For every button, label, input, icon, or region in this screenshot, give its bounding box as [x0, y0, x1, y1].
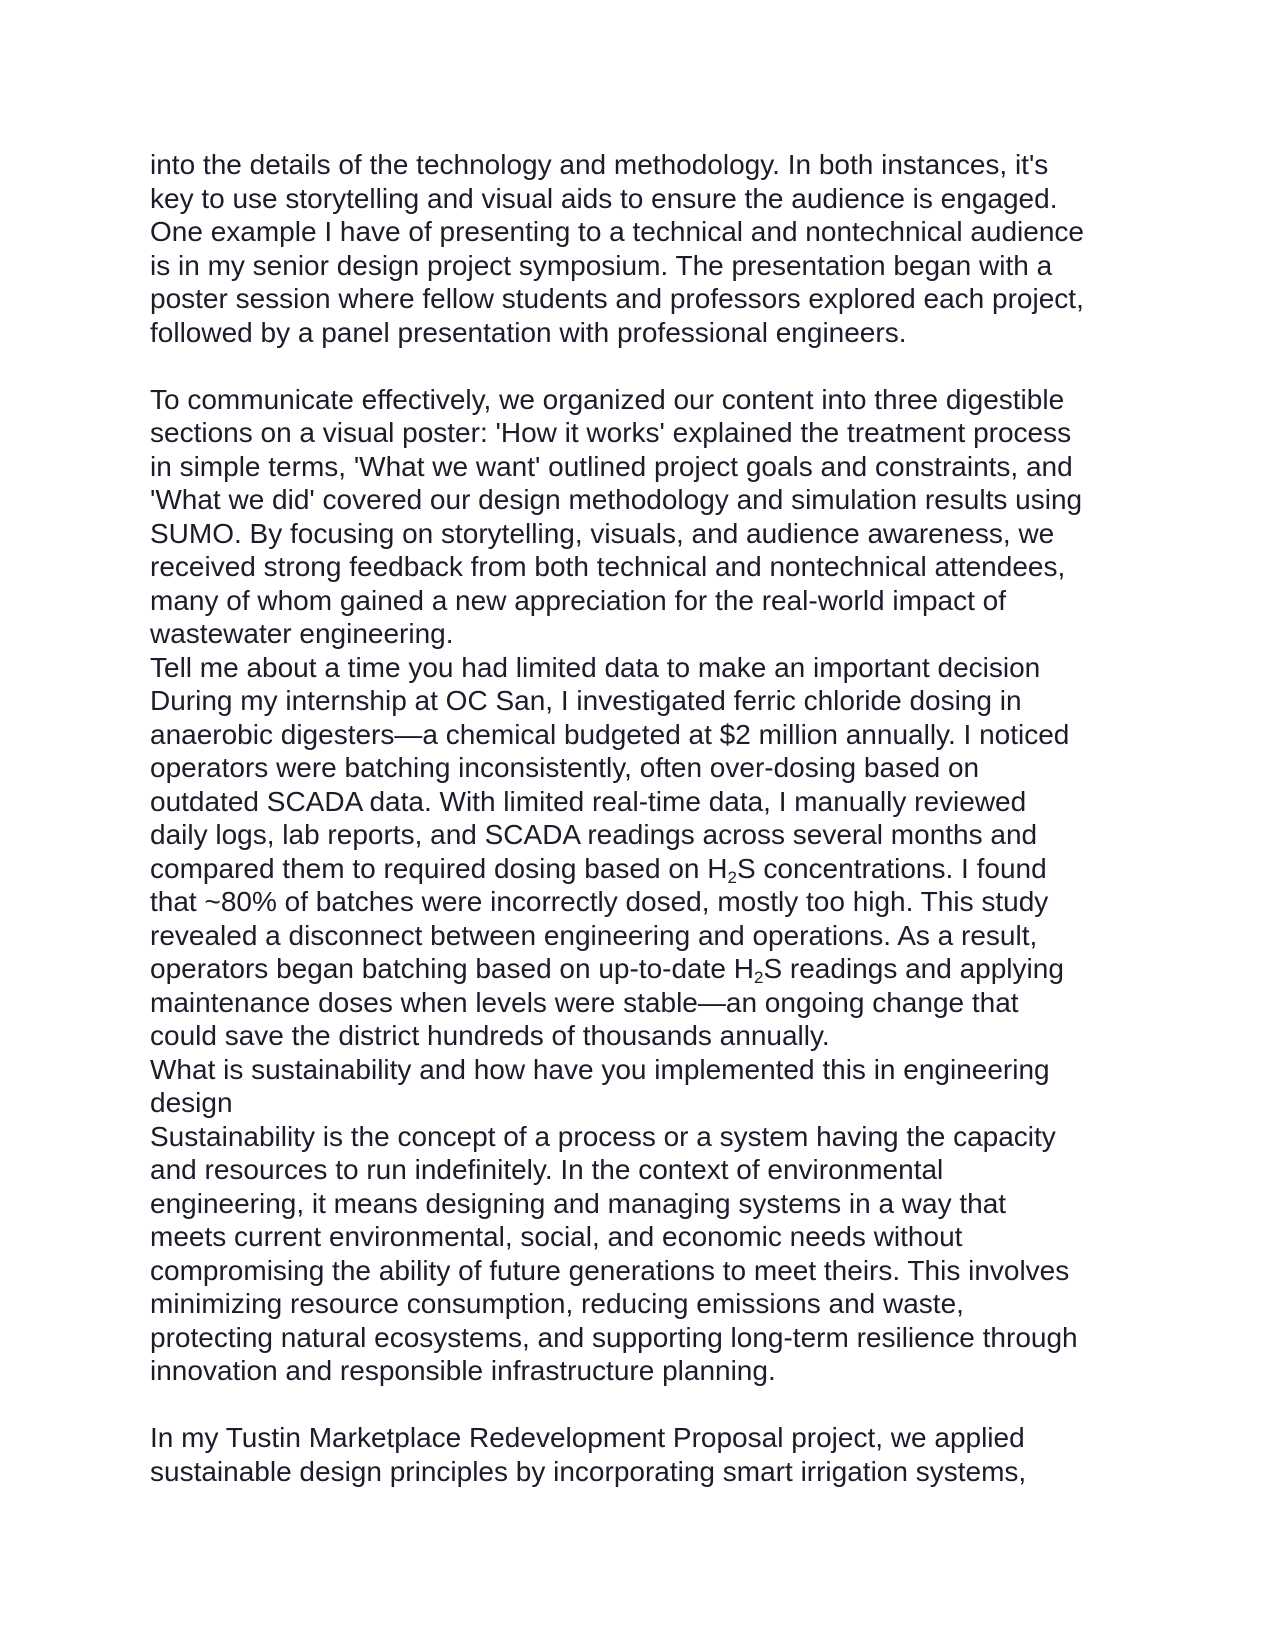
text-line: poster session where fellow students and professors explored each project, — [150, 283, 1084, 314]
text-line: engineering, it means designing and managing systems in a way that — [150, 1187, 1007, 1219]
text-line: SUMO. By focusing on storytelling, visuals, and audience awareness, we — [150, 517, 1055, 549]
text-fragment: S concentrations. I found — [736, 852, 1047, 884]
text-line: sections on a visual poster: 'How it works' explained the treatment process — [150, 417, 1072, 448]
text-line: followed by a panel presentation with professional engineers. — [150, 316, 907, 348]
paragraph-presentation — [150, 148, 1150, 349]
question-limited-data: Tell me about a time you had limited data to make an important decision — [150, 651, 1041, 683]
text-line: What is sustainability and how have you implemented this in engineering — [150, 1053, 1050, 1085]
text-line: To communicate effectively, we organized our content into three digestible — [150, 383, 1065, 415]
answer-limited-data — [150, 684, 1150, 1053]
text-line: innovation and responsible infrastructure planning. — [150, 1355, 776, 1386]
text-line — [150, 952, 1150, 986]
document-page — [150, 148, 1150, 1488]
text-line: meets current environmental, social, and economic needs without — [150, 1221, 963, 1252]
text-line: that ~80% of batches were incorrectly dosed, mostly too high. This study — [150, 886, 1049, 917]
text-line: daily logs, lab reports, and SCADA readings across several months and — [150, 819, 1038, 850]
text-line: received strong feedback from both technical and nontechnical attendees, — [150, 551, 1066, 582]
text-line: is in my senior design project symposium. The presentation began with a — [150, 249, 1053, 281]
subscript: 2 — [727, 867, 737, 887]
text-line: maintenance doses when levels were stable—an ongoing change that — [150, 986, 1019, 1018]
text-line — [150, 852, 1150, 886]
text-line: In my Tustin Marketplace Redevelopment Proposal project, we applied — [150, 1422, 1025, 1453]
text-fragment: compared them to required dosing based on H — [150, 852, 728, 884]
text-fragment: S readings and applying — [763, 953, 1064, 984]
text-line: many of whom gained a new appreciation for the real-world impact of — [150, 584, 1006, 616]
answer-sustainability — [150, 1120, 1150, 1388]
paragraph-poster — [150, 383, 1150, 651]
text-line: and resources to run indefinitely. In the context of environmental — [150, 1154, 944, 1185]
text-line: into the details of the technology and methodology. In both instances, it's — [150, 149, 1049, 180]
text-line: During my internship at OC San, I investigated ferric chloride dosing in — [150, 685, 1022, 716]
text-line: operators were batching inconsistently, often over-dosing based on — [150, 752, 980, 783]
text-line: minimizing resource consumption, reducing emissions and waste, — [150, 1288, 964, 1319]
text-line: outdated SCADA data. With limited real-time data, I manually reviewed — [150, 785, 1027, 817]
paragraph-spacer — [150, 1388, 1150, 1422]
text-line: in simple terms, 'What we want' outlined project goals and constraints, and — [150, 450, 1073, 482]
text-line: anaerobic digesters—a chemical budgeted at $2 million annually. I noticed — [150, 718, 1070, 750]
text-fragment: operators began batching based on up-to-date H — [150, 953, 754, 984]
text-line: One example I have of presenting to a technical and nontechnical audience — [150, 216, 1084, 247]
text-line: key to use storytelling and visual aids to ensure the audience is engaged. — [150, 182, 1058, 214]
text-line: compromising the ability of future generations to meet theirs. This involves — [150, 1254, 1070, 1286]
text-line: Sustainability is the concept of a process or a system having the capacity — [150, 1120, 1056, 1152]
subscript: 2 — [753, 968, 764, 987]
text-line: revealed a disconnect between engineering and operations. As a result, — [150, 919, 1038, 951]
text-line: wastewater engineering. — [150, 618, 454, 649]
text-line: design — [150, 1087, 233, 1118]
paragraph-spacer — [150, 349, 1150, 383]
text-line: could save the district hundreds of thousands annually. — [150, 1020, 830, 1051]
paragraph-tustin — [150, 1421, 1150, 1488]
text-line: 'What we did' covered our design methodology and simulation results using — [150, 484, 1083, 515]
question-sustainability — [150, 1053, 1150, 1120]
text-line: sustainable design principles by incorporating smart irrigation systems, — [150, 1455, 1027, 1487]
text-line: protecting natural ecosystems, and supporting long-term resilience through — [150, 1321, 1078, 1353]
